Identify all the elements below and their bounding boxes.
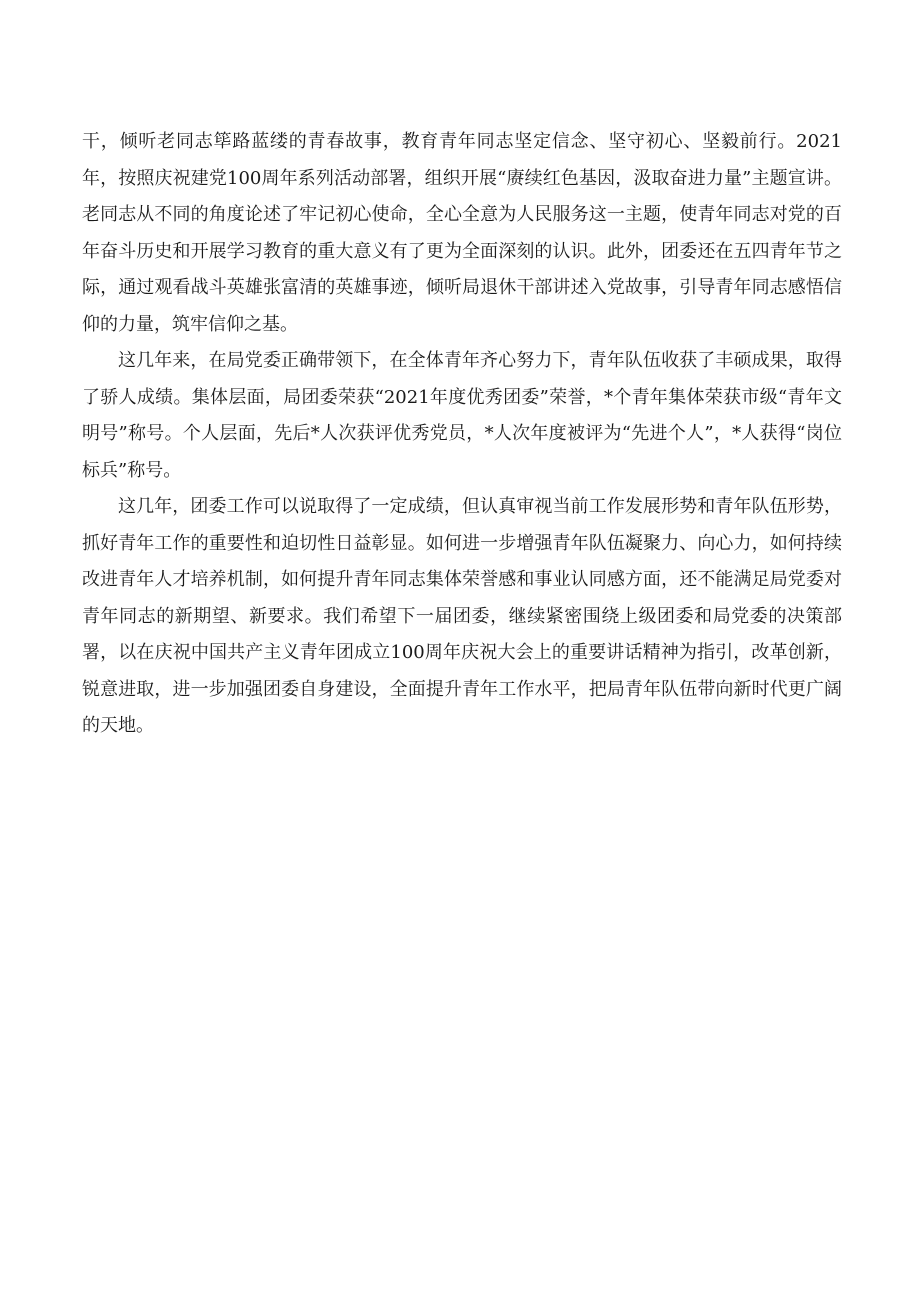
paragraph-continued: 干，倾听老同志筚路蓝缕的青春故事，教育青年同志坚定信念、坚守初心、坚毅前行。2021年，按照庆祝建党100周年系列活动部署，组织开展“赓续红色基因，汲取奋进力量”主题宣讲。老同志从不同的角度论述了牢记初心使命，全心全意为人民服务这一主题，使青年同志对党的百年奋斗历史和开展学习教育的重大意义有了更为全面深刻的认识。此外，团委还在五四青年节之际，通过观看战斗英雄张富清的英雄事迹，倾听局退休干部讲述入党故事，引导青年同志感悟信仰的力量，筑牢信仰之基。	[82, 131, 842, 335]
paragraph-achievements: 这几年来，在局党委正确带领下，在全体青年齐心努力下，青年队伍收获了丰硕成果，取得了骄人成绩。集体层面，局团委荣获“2021年度优秀团委”荣誉，*个青年集体荣获市级“青年文明号”称号。个人层面，先后*人次获评优秀党员，*人次年度被评为“先进个人”，*人获得“岗位标兵”称号。	[82, 350, 842, 481]
document-body	[82, 124, 842, 745]
paragraph-outlook: 这几年，团委工作可以说取得了一定成绩，但认真审视当前工作发展形势和青年队伍形势，抓好青年工作的重要性和迫切性日益彰显。如何进一步增强青年队伍凝聚力、向心力，如何持续改进青年人才培养机制，如何提升青年同志集体荣誉感和事业认同感方面，还不能满足局党委对青年同志的新期望、新要求。我们希望下一届团委，继续紧密围绕上级团委和局党委的决策部署，以在庆祝中国共产主义青年团成立100周年庆祝大会上的重要讲话精神为指引，改革创新，锐意进取，进一步加强团委自身建设，全面提升青年工作水平，把局青年队伍带向新时代更广阔的天地。	[82, 496, 842, 736]
